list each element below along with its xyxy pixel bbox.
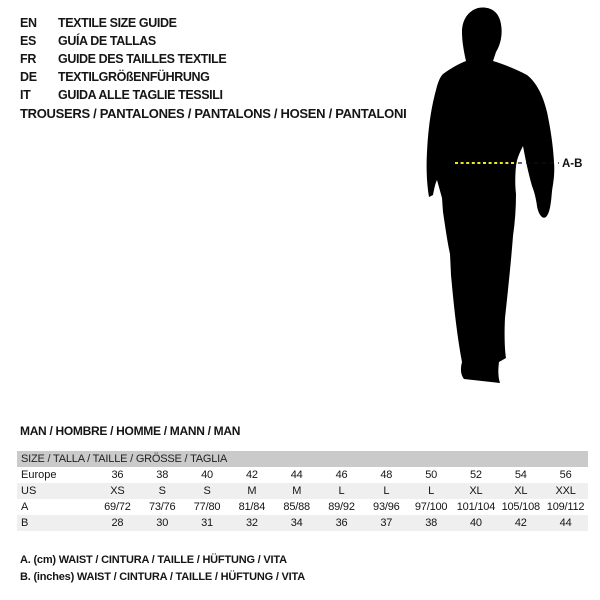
table-cell: 38 (156, 469, 169, 481)
table-cell: 42 (514, 517, 527, 529)
language-code: IT (20, 88, 31, 102)
table-cell: 56 (559, 469, 572, 481)
table-cell: 44 (559, 517, 572, 529)
table-cell: M (292, 485, 302, 497)
table-cell: 50 (425, 469, 438, 481)
table-cell: 81/84 (238, 501, 266, 513)
table-cell: 32 (245, 517, 258, 529)
table-cell: 109/112 (546, 501, 585, 513)
waist-measure-label: A-B (562, 158, 583, 170)
language-row (0, 32, 226, 50)
language-code: DE (20, 70, 37, 84)
row-label: Europe (21, 469, 57, 481)
language-code: FR (20, 52, 37, 66)
language-row (0, 68, 226, 86)
table-cell: 77/80 (193, 501, 221, 513)
table-cell: L (383, 485, 390, 497)
table-cell: 89/92 (328, 501, 355, 513)
row-label: B (21, 517, 29, 529)
table-cell: 52 (470, 469, 482, 481)
table-cell: 36 (335, 517, 348, 529)
table-cell: 37 (380, 517, 393, 529)
table-cell: 38 (425, 517, 438, 529)
language-code: EN (20, 16, 37, 30)
language-code: ES (20, 34, 37, 48)
table-cell: S (203, 485, 211, 497)
size-table (17, 451, 588, 531)
table-cell: 34 (290, 517, 303, 529)
language-list (0, 14, 226, 104)
table-cell: 105/108 (501, 501, 540, 513)
table-row-a-cm (17, 499, 588, 515)
garment-title: TROUSERS / PANTALONES / PANTALONS / HOSEN / PANTALONI (20, 106, 407, 121)
table-cell: 40 (470, 517, 482, 529)
table-cell: 46 (335, 469, 348, 481)
table-cell: S (158, 485, 166, 497)
table-cell: XS (110, 485, 125, 497)
size-table-header: SIZE / TALLA / TAILLE / GRÖSSE / TAGLIA (17, 451, 588, 467)
guide-title: TEXTILGRÖßENFÜHRUNG (58, 70, 210, 84)
guide-title: TEXTILE SIZE GUIDE (58, 16, 177, 30)
table-cell: 85/88 (283, 501, 310, 513)
table-cell: 69/72 (104, 501, 131, 513)
table-cell: XXL (555, 485, 576, 497)
table-cell: 44 (290, 469, 303, 481)
table-cell: 48 (380, 469, 393, 481)
gender-title: MAN / HOMBRE / HOMME / MANN / MAN (20, 424, 241, 438)
table-cell: XL (514, 485, 528, 497)
guide-title: GUIDA ALLE TAGLIE TESSILI (58, 88, 223, 102)
table-cell: 30 (156, 517, 169, 529)
man-silhouette-shape (427, 8, 555, 384)
table-cell: 28 (111, 517, 124, 529)
table-row-us (17, 483, 588, 499)
table-cell: 40 (201, 469, 213, 481)
table-cell: 97/100 (414, 501, 448, 513)
table-cell: L (428, 485, 435, 497)
table-cell: 36 (111, 469, 124, 481)
row-label: A (21, 501, 29, 513)
guide-title: GUIDE DES TAILLES TEXTILE (58, 52, 227, 66)
table-cell: 54 (514, 469, 527, 481)
measurement-notes (20, 552, 305, 586)
table-cell: 93/96 (373, 501, 400, 513)
table-cell: 42 (245, 469, 258, 481)
man-silhouette-figure (400, 0, 600, 400)
table-cell: 73/76 (148, 501, 176, 513)
table-cell: M (247, 485, 257, 497)
table-cell: L (338, 485, 345, 497)
table-cell: 31 (201, 517, 213, 529)
note-b-inches: B. (inches) WAIST / CINTURA / TAILLE / HÜFTUNG / VITA (20, 571, 305, 583)
language-row (0, 50, 226, 68)
note-a-cm: A. (cm) WAIST / CINTURA / TAILLE / HÜFTUNG / VITA (20, 554, 287, 566)
table-row-europe (17, 467, 588, 483)
table-cell: XL (469, 485, 483, 497)
language-row (0, 14, 226, 32)
row-label: US (21, 485, 37, 497)
table-cell: 101/104 (456, 501, 496, 513)
table-row-b-inches (17, 515, 588, 531)
guide-title: GUÍA DE TALLAS (58, 34, 156, 48)
language-row (0, 86, 226, 104)
